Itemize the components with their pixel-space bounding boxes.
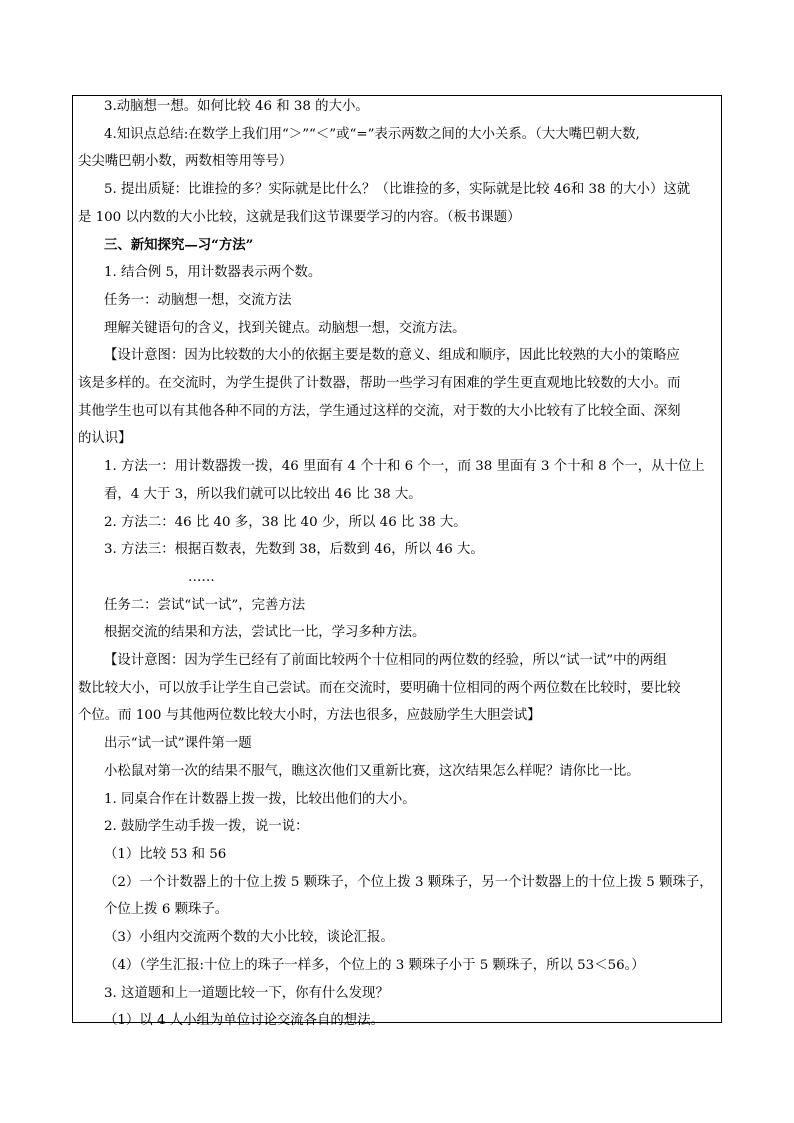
text-line: 2. 鼓励学生动手拨一拨，说一说： [104, 819, 309, 835]
text-line: …… [188, 569, 215, 585]
text-line: 根据交流的结果和方法，尝试比一比，学习多种方法。 [104, 625, 426, 641]
text-line: 看，4 大于 3，所以我们就可以比较出 46 比 38 大。 [104, 486, 422, 502]
text-line: 4.知识点总结:在数学上我们用“＞”“＜”或“=”表示两数之间的大小关系。（大大嘴巴朝大数, [104, 126, 640, 142]
text-line: 是 100 以内数的大小比较，这就是我们这节课要学习的内容。（板书课题） [78, 209, 521, 225]
text-line: 个位上拨 6 颗珠子。 [104, 902, 229, 918]
text-line: 5. 提出质疑：比谁捡的多？实际就是比什么？（比谁捡的多，实际就是比较 46和 38 的大小）这就 [104, 182, 691, 198]
text-line: 出示“试一试”课件第一题 [104, 736, 252, 752]
lesson-content [78, 93, 718, 1035]
text-line: 三、新知探究—习“方法” [104, 236, 254, 253]
text-line: （4）（学生汇报:十位上的珠子一样多，个位上的 3 颗珠子小于 5 颗珠子，所以 53＜56。） [104, 957, 645, 973]
text-line: 该是多样的。在交流时，为学生提供了计数器，帮助一些学习有困难的学生更直观地比较数的大小。而 [78, 376, 681, 392]
text-line: 任务一：动脑想一想，交流方法 [104, 292, 292, 308]
text-line: 【设计意图：因为学生已经有了前面比较两个十位相同的两位数的经验，所以“试一试”中的两组 [104, 653, 667, 669]
text-line: 小松鼠对第一次的结果不服气，瞧这次他们又重新比赛，这次结果怎么样呢？请你比一比。 [104, 763, 640, 779]
text-line: 1. 同桌合作在计数器上拨一拨，比较出他们的大小。 [104, 791, 416, 807]
text-line: 3.动脑想一想。如何比较 46 和 38 的大小。 [104, 99, 369, 114]
text-line: （2）一个计数器上的十位上拨 5 颗珠子，个位上拨 3 颗珠子，另一个计数器上的十位上拨 5 颗珠子， [104, 874, 713, 890]
text-line: 的认识】 [78, 431, 132, 447]
text-line: （1）比较 53 和 56 [104, 846, 227, 862]
text-line: （3）小组内交流两个数的大小比较，谈论汇报。 [104, 930, 394, 946]
text-line: 1. 方法一：用计数器拨一拨，46 里面有 4 个十和 6 个一，而 38 里面有 3 个十和 8 个一，从十位上 [104, 459, 705, 475]
text-line: 尖尖嘴巴朝小数，两数相等用等号） [78, 154, 293, 170]
text-line: 理解关键语句的含义，找到关键点。动脑想一想，交流方法。 [104, 320, 466, 336]
text-line: 3. 方法三：根据百数表，先数到 38，后数到 46，所以 46 大。 [104, 542, 484, 558]
text-line: 其他学生也可以有其他各种不同的方法，学生通过这样的交流，对于数的大小比较有了比较全面、深刻 [78, 403, 681, 419]
text-line: （1）以 4 人小组为单位讨论交流各自的想法。 [104, 1013, 384, 1029]
text-line: 任务二：尝试“试一试”，完善方法 [104, 597, 306, 613]
text-line: 个位。而 100 与其他两位数比较大小时，方法也很多，应鼓励学生大胆尝试】 [78, 708, 541, 724]
text-line: 1. 结合例 5，用计数器表示两个数。 [104, 265, 322, 281]
text-line: 2. 方法二：46 比 40 多，38 比 40 少，所以 46 比 38 大。 [104, 514, 467, 530]
text-line: 3. 这道题和上一道题比较一下，你有什么发现？ [104, 985, 389, 1001]
text-line: 【设计意图：因为比较数的大小的依据主要是数的意义、组成和顺序，因此比较熟的大小的策略应 [104, 348, 680, 364]
text-line: 数比较大小，可以放手让学生自己尝试。而在交流时，要明确十位相同的两个两位数在比较时，要比较 [78, 680, 681, 696]
